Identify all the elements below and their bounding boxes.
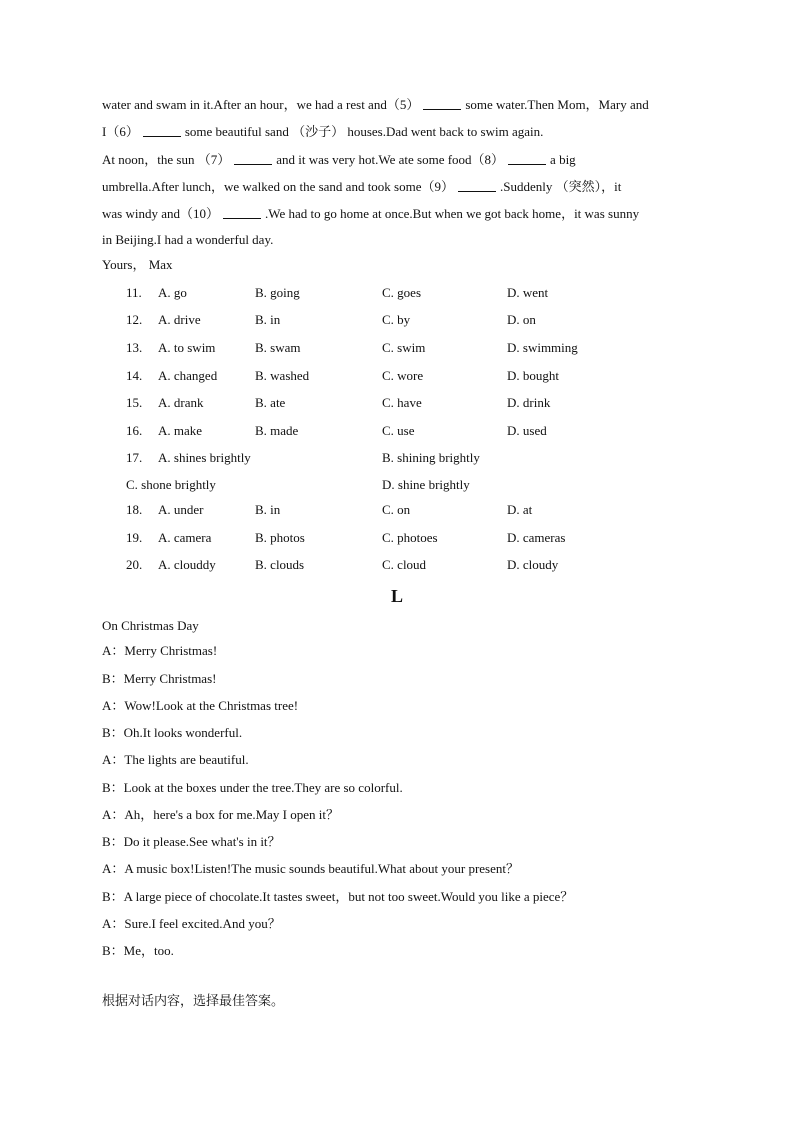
passage-line: [102, 97, 649, 113]
option-b: B. made: [255, 423, 299, 438]
option-b: B. going: [255, 285, 300, 300]
dialogue-line: A：Sure.I feel excited.And you？: [102, 916, 281, 931]
question-number: 20.: [126, 557, 143, 572]
option-b: B. in: [255, 312, 281, 327]
question-number: 11.: [126, 285, 142, 300]
passage-line: in Beijing.I had a wonderful day.: [102, 232, 274, 247]
passage-line: [102, 124, 543, 140]
question-number: 19.: [126, 530, 143, 545]
passage-text: I（6）: [102, 124, 139, 139]
passage-text: .Suddenly （突然），it: [500, 179, 622, 194]
dialogue-line: A：Wow!Look at the Christmas tree!: [102, 698, 299, 713]
passage-text: umbrella.After lunch，we walked on the sand and took some（9）: [102, 179, 454, 194]
option-d: D. used: [507, 423, 547, 438]
option-d: D. cloudy: [507, 557, 559, 572]
question-number: 16.: [126, 423, 143, 438]
dialogue-line: B：Look at the boxes under the tree.They are so colorful.: [102, 780, 403, 795]
question-row-continued: [126, 477, 686, 493]
question-number: 17.: [126, 450, 143, 465]
section-heading: L: [390, 586, 403, 606]
passage-line: [102, 152, 576, 168]
option-b: B. shining brightly: [382, 450, 480, 465]
option-c: C. shone brightly: [126, 477, 216, 492]
question-row: [126, 340, 686, 356]
option-c: C. cloud: [382, 557, 427, 572]
question-row: [126, 368, 686, 384]
passage-text: was windy and（10）: [102, 206, 219, 221]
letter-signature: Yours， Max: [102, 257, 173, 272]
option-a: A. go: [158, 285, 187, 300]
dialogue-line: B：Oh.It looks wonderful.: [102, 725, 243, 740]
option-a: A. shines brightly: [158, 450, 251, 465]
option-b: B. washed: [255, 368, 310, 383]
answer-blank-6: [143, 124, 181, 137]
question-row: [126, 557, 686, 573]
passage-text: some water.Then Mom，Mary and: [465, 97, 649, 112]
option-c: C. swim: [382, 340, 426, 355]
question-number: 15.: [126, 395, 143, 410]
option-a: A. clouddy: [158, 557, 216, 572]
option-c: C. by: [382, 312, 411, 327]
option-a: A. make: [158, 423, 203, 438]
dialogue-title: On Christmas Day: [102, 618, 199, 633]
answer-blank-9: [458, 179, 496, 192]
dialogue-line: A：The lights are beautiful.: [102, 752, 249, 767]
option-c: C. photoes: [382, 530, 438, 545]
dialogue-line: B：Merry Christmas!: [102, 671, 217, 686]
option-b: B. clouds: [255, 557, 305, 572]
question-row: [126, 423, 686, 439]
dialogue-line: B：A large piece of chocolate.It tastes sweet，but not too sweet.Would you like a piece？: [102, 889, 574, 904]
option-d: D. bought: [507, 368, 559, 383]
question-row: [126, 395, 686, 411]
dialogue-line: B：Do it please.See what's in it？: [102, 834, 281, 849]
question-row: [126, 285, 686, 301]
option-c: C. goes: [382, 285, 421, 300]
option-d: D. shine brightly: [382, 477, 470, 492]
option-a: A. under: [158, 502, 204, 517]
option-a: A. drive: [158, 312, 201, 327]
question-row: [126, 530, 686, 546]
option-d: D. at: [507, 502, 533, 517]
question-row: [126, 312, 686, 328]
option-d: D. drink: [507, 395, 551, 410]
option-a: A. changed: [158, 368, 218, 383]
passage-text: a big: [550, 152, 576, 167]
option-b: B. in: [255, 502, 281, 517]
option-c: C. wore: [382, 368, 424, 383]
question-number: 14.: [126, 368, 143, 383]
dialogue-line: B：Me，too.: [102, 943, 174, 958]
passage-line: [102, 179, 621, 195]
question-number: 18.: [126, 502, 143, 517]
passage-text: At noon，the sun （7）: [102, 152, 231, 167]
option-a: A. to swim: [158, 340, 216, 355]
option-c: C. on: [382, 502, 411, 517]
dialogue-line: A：Ah，here's a box for me.May I open it？: [102, 807, 340, 822]
question-row: [126, 450, 686, 466]
option-d: D. on: [507, 312, 536, 327]
option-d: D. went: [507, 285, 549, 300]
question-row: [126, 502, 686, 518]
answer-blank-5: [423, 97, 461, 110]
option-b: B. swam: [255, 340, 301, 355]
option-d: D. swimming: [507, 340, 578, 355]
question-number: 12.: [126, 312, 143, 327]
answer-blank-10: [223, 206, 261, 219]
passage-line: [102, 206, 639, 222]
option-b: B. ate: [255, 395, 286, 410]
option-d: D. cameras: [507, 530, 566, 545]
passage-text: water and swam in it.After an hour，we had a rest and（5）: [102, 97, 420, 112]
passage-text: .We had to go home at once.But when we got back home，it was sunny: [265, 206, 640, 221]
passage-text: some beautiful sand （沙子） houses.Dad went back to swim again.: [184, 124, 544, 139]
dialogue-line: A：Merry Christmas!: [102, 643, 218, 658]
instruction-text: 根据对话内容，选择最佳答案。: [102, 994, 285, 1009]
option-a: A. camera: [158, 530, 212, 545]
option-a: A. drank: [158, 395, 204, 410]
dialogue-line: A：A music box!Listen!The music sounds beautiful.What about your present？: [102, 861, 520, 876]
passage-text: and it was very hot.We ate some food（8）: [276, 152, 505, 167]
option-c: C. use: [382, 423, 415, 438]
option-b: B. photos: [255, 530, 305, 545]
answer-blank-8: [508, 152, 546, 165]
option-c: C. have: [382, 395, 422, 410]
answer-blank-7: [234, 152, 272, 165]
question-number: 13.: [126, 340, 143, 355]
